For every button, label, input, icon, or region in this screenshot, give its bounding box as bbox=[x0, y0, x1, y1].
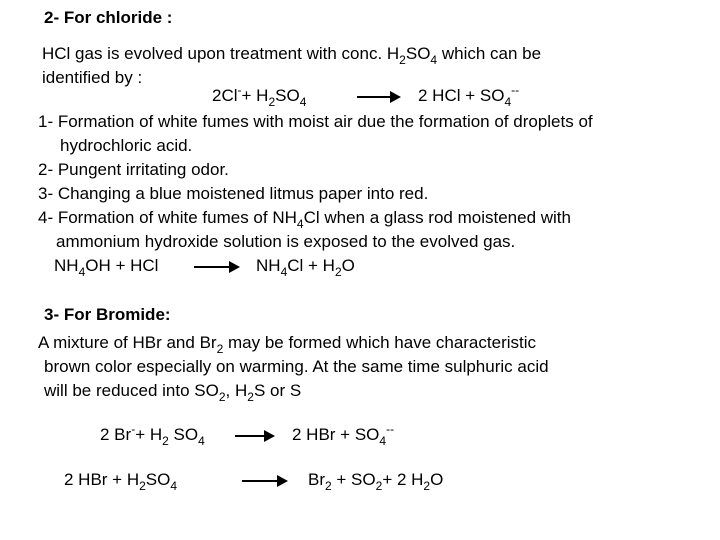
formula: Br bbox=[308, 470, 325, 489]
paragraph-text: may be formed which have characteristic bbox=[223, 333, 537, 352]
formula: + 2 H bbox=[382, 470, 424, 489]
reaction-arrow-1 bbox=[357, 96, 399, 98]
equation-3-reactants bbox=[100, 422, 205, 448]
formula: SO bbox=[145, 470, 171, 489]
superscript: - bbox=[237, 83, 242, 97]
subscript: 2 bbox=[375, 479, 383, 493]
equation-3-products bbox=[292, 422, 395, 448]
formula: 2 HCl + SO bbox=[418, 86, 505, 105]
subscript: 4 bbox=[379, 434, 387, 448]
formula: O bbox=[430, 470, 444, 489]
reaction-arrow-3 bbox=[235, 435, 273, 437]
bromide-paragraph-line-1 bbox=[38, 333, 536, 354]
paragraph-text: , H bbox=[225, 381, 248, 400]
subscript: 2 bbox=[162, 434, 169, 448]
subscript: 4 bbox=[430, 53, 438, 67]
formula: 2Cl bbox=[212, 86, 238, 105]
formula: + H bbox=[241, 86, 269, 105]
bromide-paragraph-line-2: brown color especially on warming. At the same time sulphuric acid bbox=[44, 357, 549, 376]
subscript: 4 bbox=[280, 265, 288, 279]
bromide-heading: 3- For Bromide: bbox=[44, 305, 171, 324]
reaction-arrow-2 bbox=[194, 266, 238, 268]
formula: Cl + H bbox=[287, 256, 335, 275]
subscript: 4 bbox=[198, 434, 205, 448]
formula: SO bbox=[168, 425, 199, 444]
list-item-2: 2- Pungent irritating odor. bbox=[38, 160, 229, 179]
subscript: 4 bbox=[170, 479, 178, 493]
subscript: 4 bbox=[78, 265, 86, 279]
superscript: -- bbox=[511, 83, 520, 97]
intro-text: HCl gas is evolved upon treatment with conc. H bbox=[42, 44, 400, 63]
chloride-intro-line-1 bbox=[42, 44, 541, 65]
list-item-1-continued: hydrochloric acid. bbox=[60, 136, 193, 155]
subscript: 4 bbox=[299, 95, 307, 109]
subscript: 2 bbox=[139, 479, 146, 493]
formula: OH + HCl bbox=[85, 256, 159, 275]
list-item-3: 3- Changing a blue moistened litmus paper into red. bbox=[38, 184, 429, 203]
subscript: 2 bbox=[218, 390, 226, 404]
intro-text: SO bbox=[405, 44, 431, 63]
subscript: 4 bbox=[296, 217, 304, 231]
subscript: 2 bbox=[325, 479, 332, 493]
intro-text: which can be bbox=[437, 44, 542, 63]
formula: NH bbox=[256, 256, 281, 275]
item-text: Cl when a glass rod moistened with bbox=[303, 208, 571, 227]
chloride-intro-line-2: identified by : bbox=[42, 68, 143, 87]
formula: O bbox=[341, 256, 355, 275]
formula: SO bbox=[275, 86, 300, 105]
reaction-arrow-4 bbox=[242, 480, 286, 482]
equation-1-reactants bbox=[212, 83, 307, 109]
formula: + H bbox=[135, 425, 163, 444]
bromide-paragraph-line-3 bbox=[44, 381, 301, 402]
subscript: 2 bbox=[334, 265, 342, 279]
formula: 2 HBr + SO bbox=[292, 425, 380, 444]
paragraph-text: will be reduced into SO bbox=[44, 381, 219, 400]
subscript: 2 bbox=[216, 342, 224, 356]
list-item-4-continued: ammonium hydroxide solution is exposed to the evolved gas. bbox=[56, 232, 516, 251]
formula: + SO bbox=[331, 470, 376, 489]
equation-2-products bbox=[256, 256, 355, 277]
paragraph-text: S or S bbox=[253, 381, 302, 400]
subscript: 2 bbox=[423, 479, 431, 493]
chloride-heading: 2- For chloride : bbox=[44, 8, 173, 27]
subscript: 2 bbox=[268, 95, 276, 109]
superscript: -- bbox=[386, 422, 395, 436]
subscript: 2 bbox=[399, 53, 406, 67]
paragraph-text: A mixture of HBr and Br bbox=[38, 333, 217, 352]
equation-4-reactants bbox=[64, 470, 177, 491]
subscript: 4 bbox=[504, 95, 512, 109]
item-text: 4- Formation of white fumes of NH bbox=[38, 208, 297, 227]
subscript: 2 bbox=[247, 390, 254, 404]
equation-4-products bbox=[308, 470, 443, 491]
list-item-1: 1- Formation of white fumes with moist air due the formation of droplets of bbox=[38, 112, 593, 131]
equation-2-reactants bbox=[54, 256, 158, 277]
formula: NH bbox=[54, 256, 79, 275]
equation-1-products bbox=[418, 83, 520, 109]
formula: 2 HBr + H bbox=[64, 470, 140, 489]
list-item-4 bbox=[38, 208, 571, 229]
formula: 2 Br bbox=[100, 425, 132, 444]
superscript: - bbox=[131, 422, 136, 436]
